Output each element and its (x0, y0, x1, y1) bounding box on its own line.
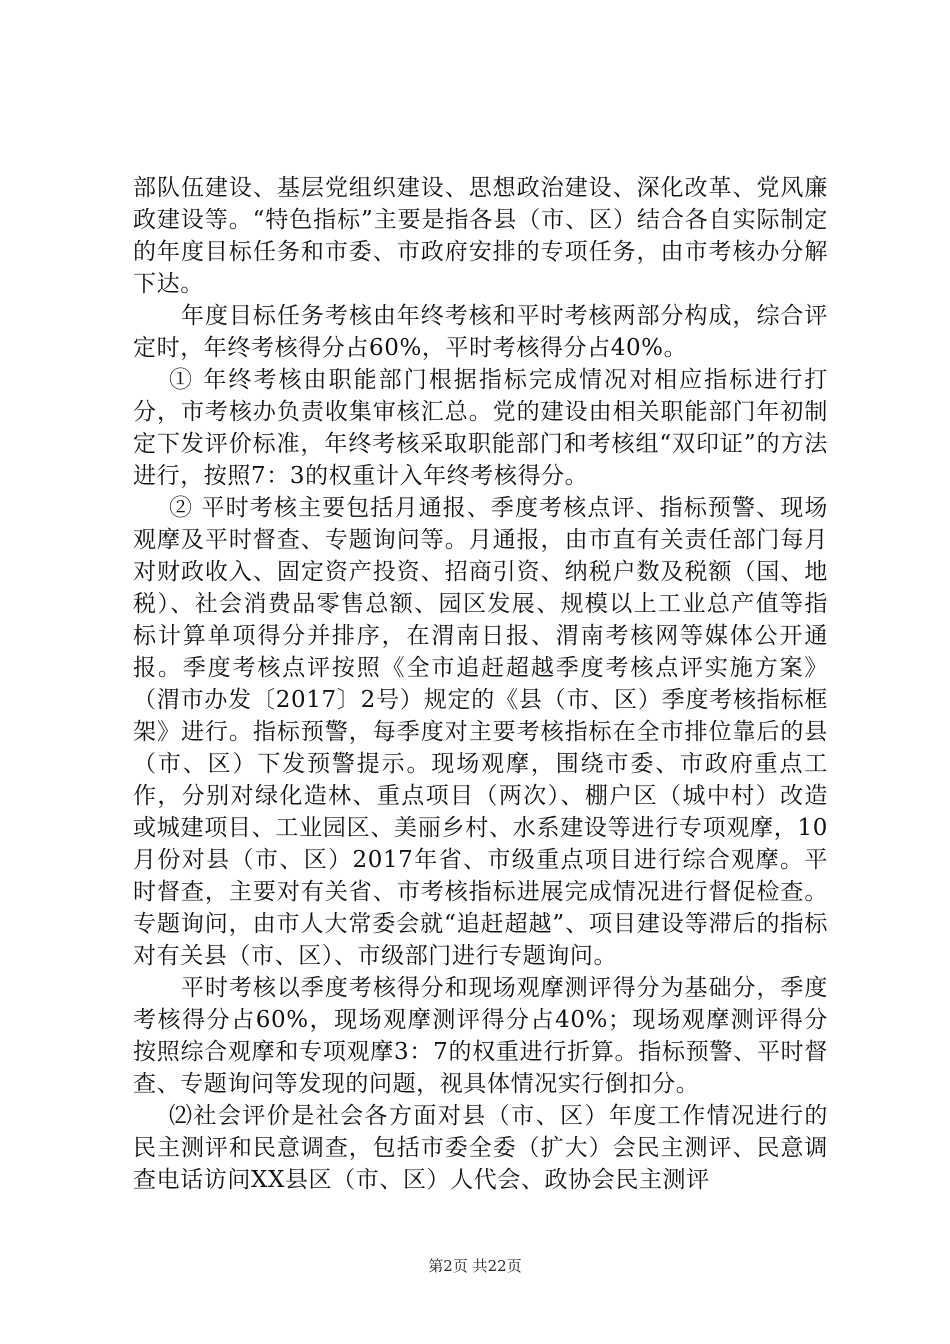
paragraph-5: 平时考核以季度考核得分和现场观摩测评得分为基础分，季度考核得分占60%，现场观摩测评得分占40%；现场观摩测评得分按照综合观摩和专项观摩3：7的权重进行折算。指标预警、平时督查、专题询问等发现的问题，视具体情况实行倒扣分。 (133, 975, 828, 1097)
paragraph-4: ② 平时考核主要包括月通报、季度考核点评、指标预警、现场观摩及平时督查、专题询问等。月通报，由市直有关责任部门每月对财政收入、固定资产投资、招商引资、纳税户数及税额（国、地税）、社会消费品零售总额、园区发展、规模以上工业总产值等指标计算单项得分并排序，在渭南日报、渭南考核网等媒体公开通报。季度考核点评按照《全市追赶超越季度考核点评实施方案》（渭市办发〔2017〕2号）规定的《县（市、区）季度考核指标框架》进行。指标预警，每季度对主要考核指标在全市排位靠后的县（市、区）下发预警提示。现场观摩，围绕市委、市政府重点工作，分别对绿化造林、重点项目（两次）、棚户区（城中村）改造或城建项目、工业园区、美丽乡村、水系建设等进行专项观摩，10月份对县（市、区）2017年省、市级重点项目进行综合观摩。平时督查，主要对有关省、市考核指标进展完成情况进行督促检查。专题询问，由市人大常委会就“追赶超越”、项目建设等滞后的指标对有关县（市、区）、市级部门进行专题询问。 (133, 495, 828, 969)
paragraph-3: ① 年终考核由职能部门根据指标完成情况对相应指标进行打分，市考核办负责收集审核汇总。党的建设由相关职能部门年初制定下发评价标准，年终考核采取职能部门和考核组“双印证”的方法进行，按照7：3的权重计入年终考核得分。 (133, 367, 828, 489)
paragraph-1: 部队伍建设、基层党组织建设、思想政治建设、深化改革、党风廉政建设等。“特色指标”主要是指各县（市、区）结合各自实际制定的年度目标任务和市委、市政府安排的专项任务，由市考核办分解下达。 (133, 175, 828, 297)
document-body (133, 172, 828, 1196)
page-footer: 第2页 共22页 (428, 1257, 522, 1275)
paragraph-6: ⑵社会评价是社会各方面对县（市、区）年度工作情况进行的民主测评和民意调查，包括市委全委（扩大）会民主测评、民意调查电话访问XX县区（市、区）人代会、政协会民主测评 (133, 1103, 828, 1193)
paragraph-2: 年度目标任务考核由年终考核和平时考核两部分构成，综合评定时，年终考核得分占60%，平时考核得分占40%。 (133, 303, 828, 361)
